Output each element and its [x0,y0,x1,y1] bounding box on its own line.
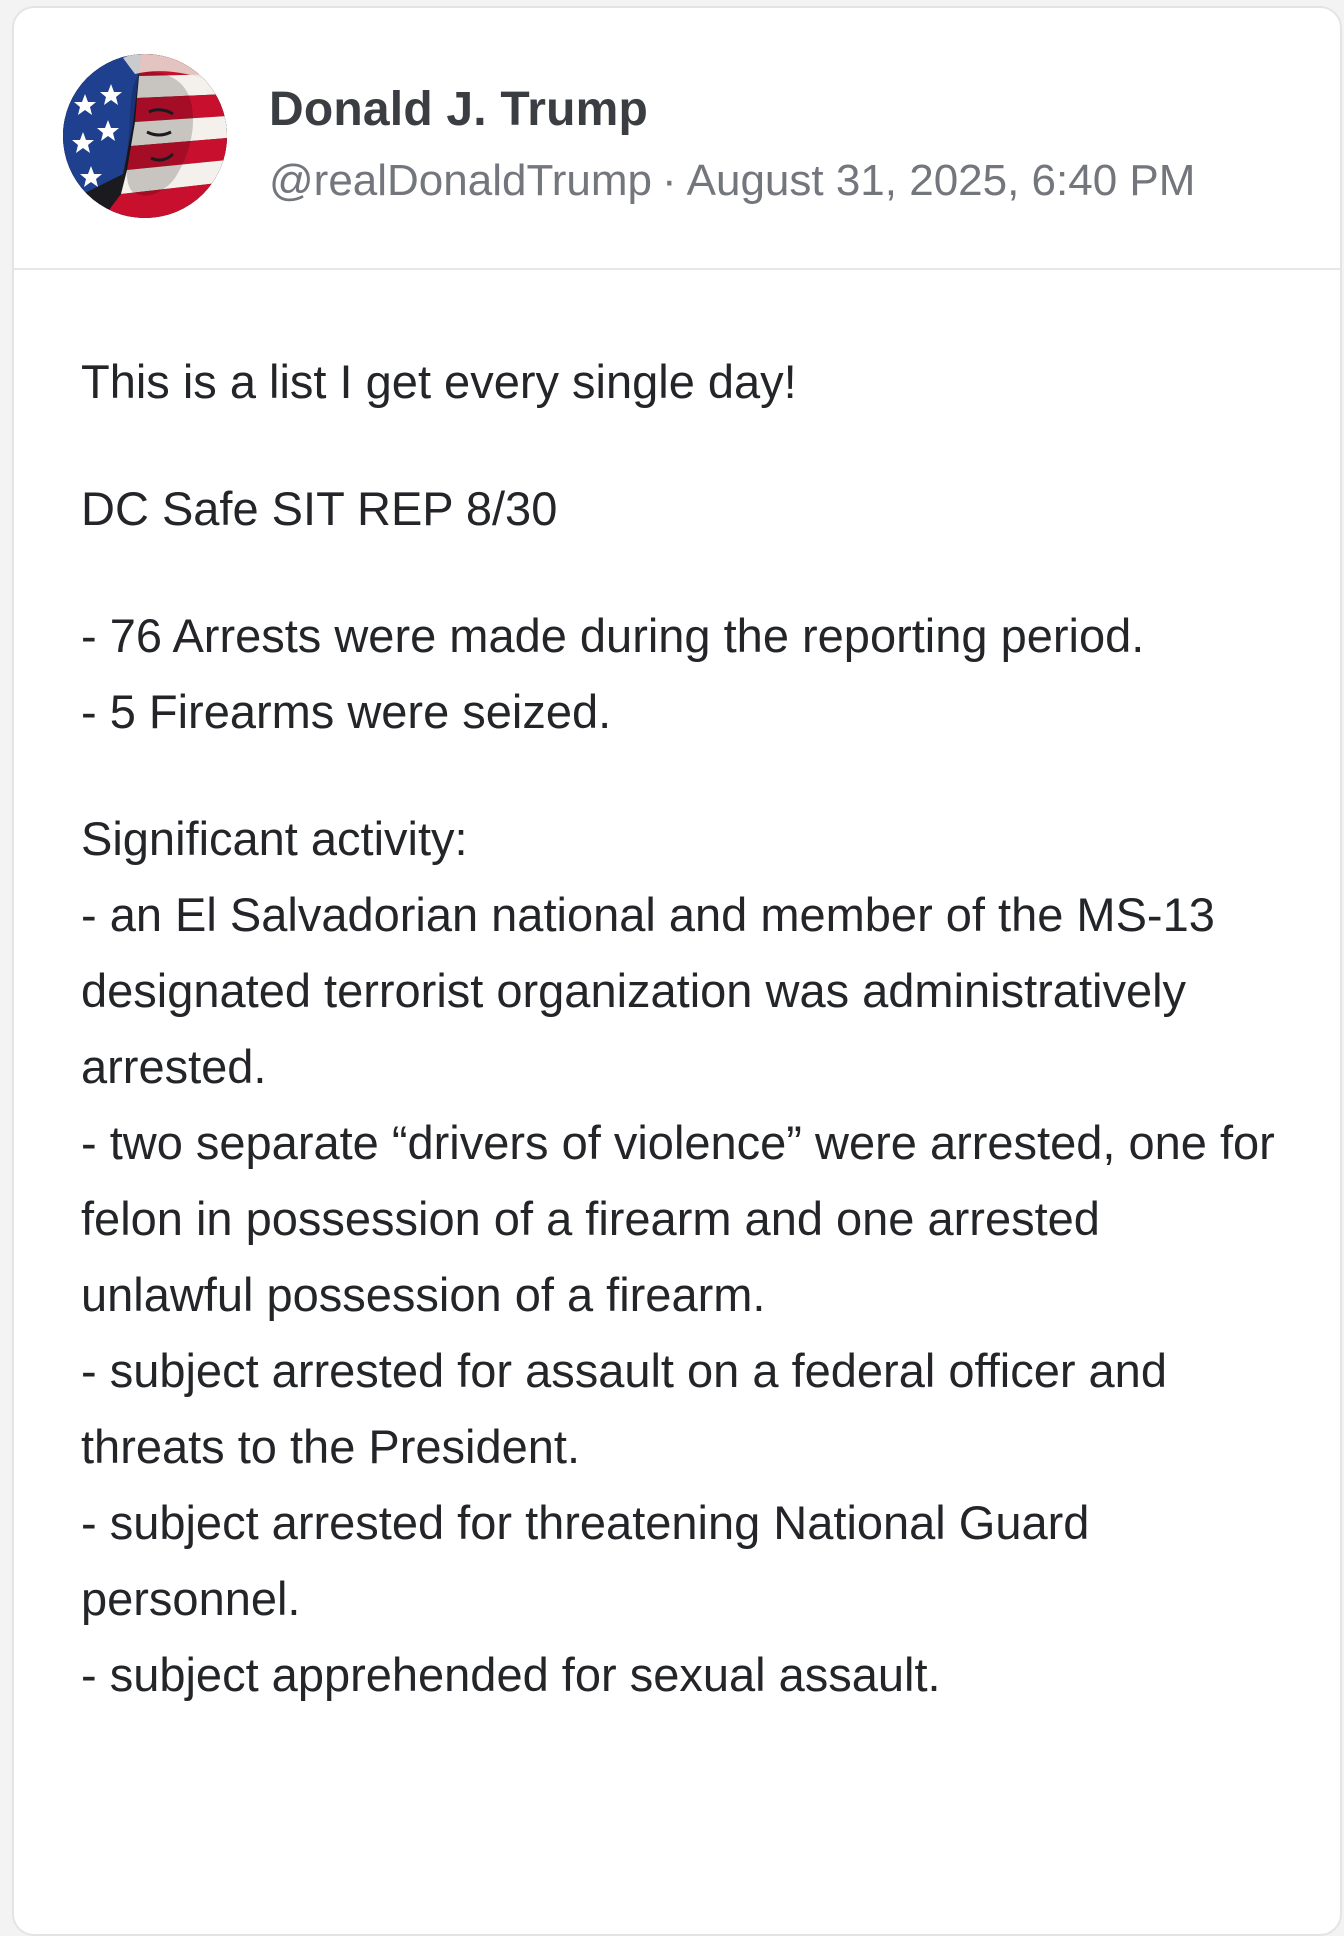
author-handle[interactable]: @realDonaldTrump [269,156,652,205]
author-display-name[interactable]: Donald J. Trump [269,83,649,136]
significant-activity [81,801,1280,1713]
post-meta [269,156,1195,206]
stat-line: - 76 Arrests were made during the reporting period. [81,609,1145,662]
post-header [14,8,1340,270]
meta-separator: · [661,156,677,205]
post-card [12,6,1342,1936]
activity-line: - an El Salvadorian national and member of the MS-13 designated terrorist organization was administratively arrested. [81,888,1215,1093]
post-intro: This is a list I get every single day! [81,355,797,408]
stat-line: - 5 Firearms were seized. [81,685,612,738]
flag-portrait-icon [63,54,227,218]
avatar[interactable] [63,54,227,218]
activity-heading: Significant activity: [81,812,468,865]
post-body [14,270,1340,1713]
activity-line: - subject arrested for threatening National Guard personnel. [81,1496,1090,1625]
post-timestamp[interactable]: August 31, 2025, 6:40 PM [686,156,1196,205]
report-title: DC Safe SIT REP 8/30 [81,482,558,535]
report-stats [81,598,1280,750]
activity-line: - two separate “drivers of violence” were arrested, one for felon in possession of a firearm and one arrested unlawful possession of a firearm. [81,1116,1275,1321]
activity-line: - subject apprehended for sexual assault. [81,1648,941,1701]
activity-line: - subject arrested for assault on a federal officer and threats to the President. [81,1344,1167,1473]
